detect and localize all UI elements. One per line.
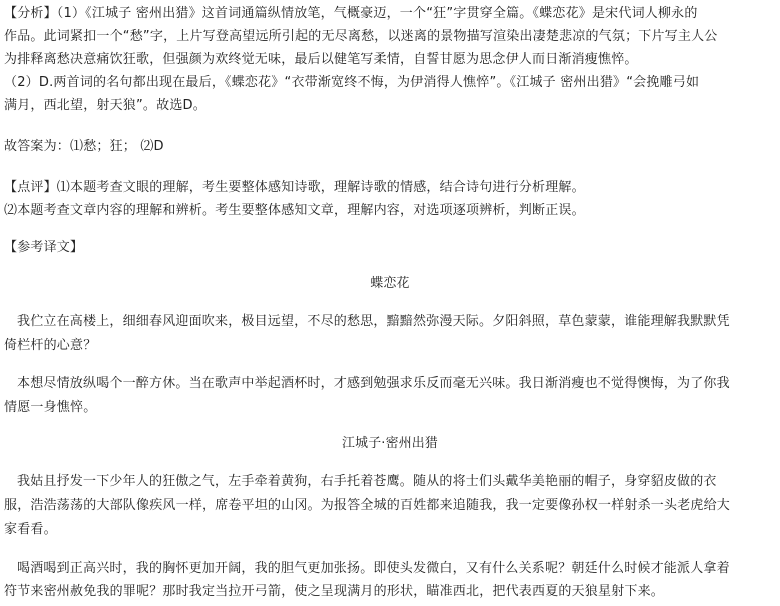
answer-line: 故答案为：⑴愁；狂； ⑵D: [4, 139, 164, 154]
poem1-paragraph1-line1: 我伫立在高楼上，细细春风迎面吹来，极目远望，不尽的愁思，黯黯然弥漫天际。夕阳斜照，草色蒙蒙，谁能理解我默默凭: [17, 314, 730, 329]
poem1-title: 蝶恋花: [370, 276, 410, 291]
analysis-line-2: 作品。此词紧扣一个“愁”字，上片写登高望远所引起的无尽离愁，以迷离的景物描写渲染出凄楚悲凉的气氛；下片写主人公: [4, 29, 718, 44]
comment-line-1: 【点评】⑴本题考查文眼的理解，考生要整体感知诗歌，理解诗歌的情感，结合诗句进行分析理解。: [4, 180, 585, 195]
poem2-title: 江城子·密州出猎: [342, 436, 438, 451]
analysis-line-1: 【分析】（1）《江城子 密州出猎》这首词通篇纵情放笔，气概豪迈，一个“狂”字贯穿全篇。《蝶恋花》是宋代词人柳永的: [4, 6, 698, 21]
poem2-paragraph1-line1: 我姑且抒发一下少年人的狂傲之气，左手牵着黄狗，右手托着苍鹰。随从的将士们头戴华美艳丽的帽子，身穿貂皮做的衣: [17, 474, 717, 489]
poem2-paragraph1-line3: 家看看。: [4, 522, 57, 537]
translation-header: 【参考译文】: [4, 240, 84, 255]
poem2-paragraph1-line2: 服，浩浩荡荡的大部队像疾风一样，席卷平坦的山冈。为报答全城的百姓都来追随我，我一定要像孙权一样射杀一头老虎给大: [4, 498, 731, 513]
poem2-paragraph2-line1: 喝酒喝到正高兴时，我的胸怀更加开阔，我的胆气更加张扬。即使头发微白，又有什么关系呢？朝廷什么时候才能派人拿着: [17, 561, 730, 576]
comment-line-2: ⑵本题考查文章内容的理解和辨析。考生要整体感知文章，理解内容，对选项逐项辨析，判断正误。: [4, 203, 585, 218]
analysis-line-3: 为排释离愁决意痛饮狂歌，但强颜为欢终觉无味，最后以健笔写柔情，自誓甘愿为思念伊人而日渐消瘦憔悴。: [4, 52, 638, 67]
poem1-paragraph2-line1: 本想尽情放纵喝个一醉方休。当在歌声中举起酒杯时，才感到勉强求乐反而毫无兴味。我日渐消瘦也不觉得懊悔，为了你我: [17, 376, 730, 391]
analysis-line-5: 满月，西北望，射天狼”。故选D。: [4, 98, 206, 113]
poem2-paragraph2-line2: 符节来密州赦免我的罪呢？那时我定当拉开弓箭，使之呈现满月的形状，瞄准西北，把代表西夏的天狼星射下来。: [4, 584, 665, 599]
poem1-paragraph1-line2: 倚栏杆的心意？: [4, 338, 97, 353]
analysis-line-4: （2）D.两首词的名句都出现在最后，《蝶恋花》“衣带渐宽终不悔，为伊消得人憔悴”。《江城子 密州出猎》“会挽雕弓如: [4, 75, 700, 90]
poem1-paragraph2-line2: 情愿一身憔悴。: [4, 400, 97, 415]
